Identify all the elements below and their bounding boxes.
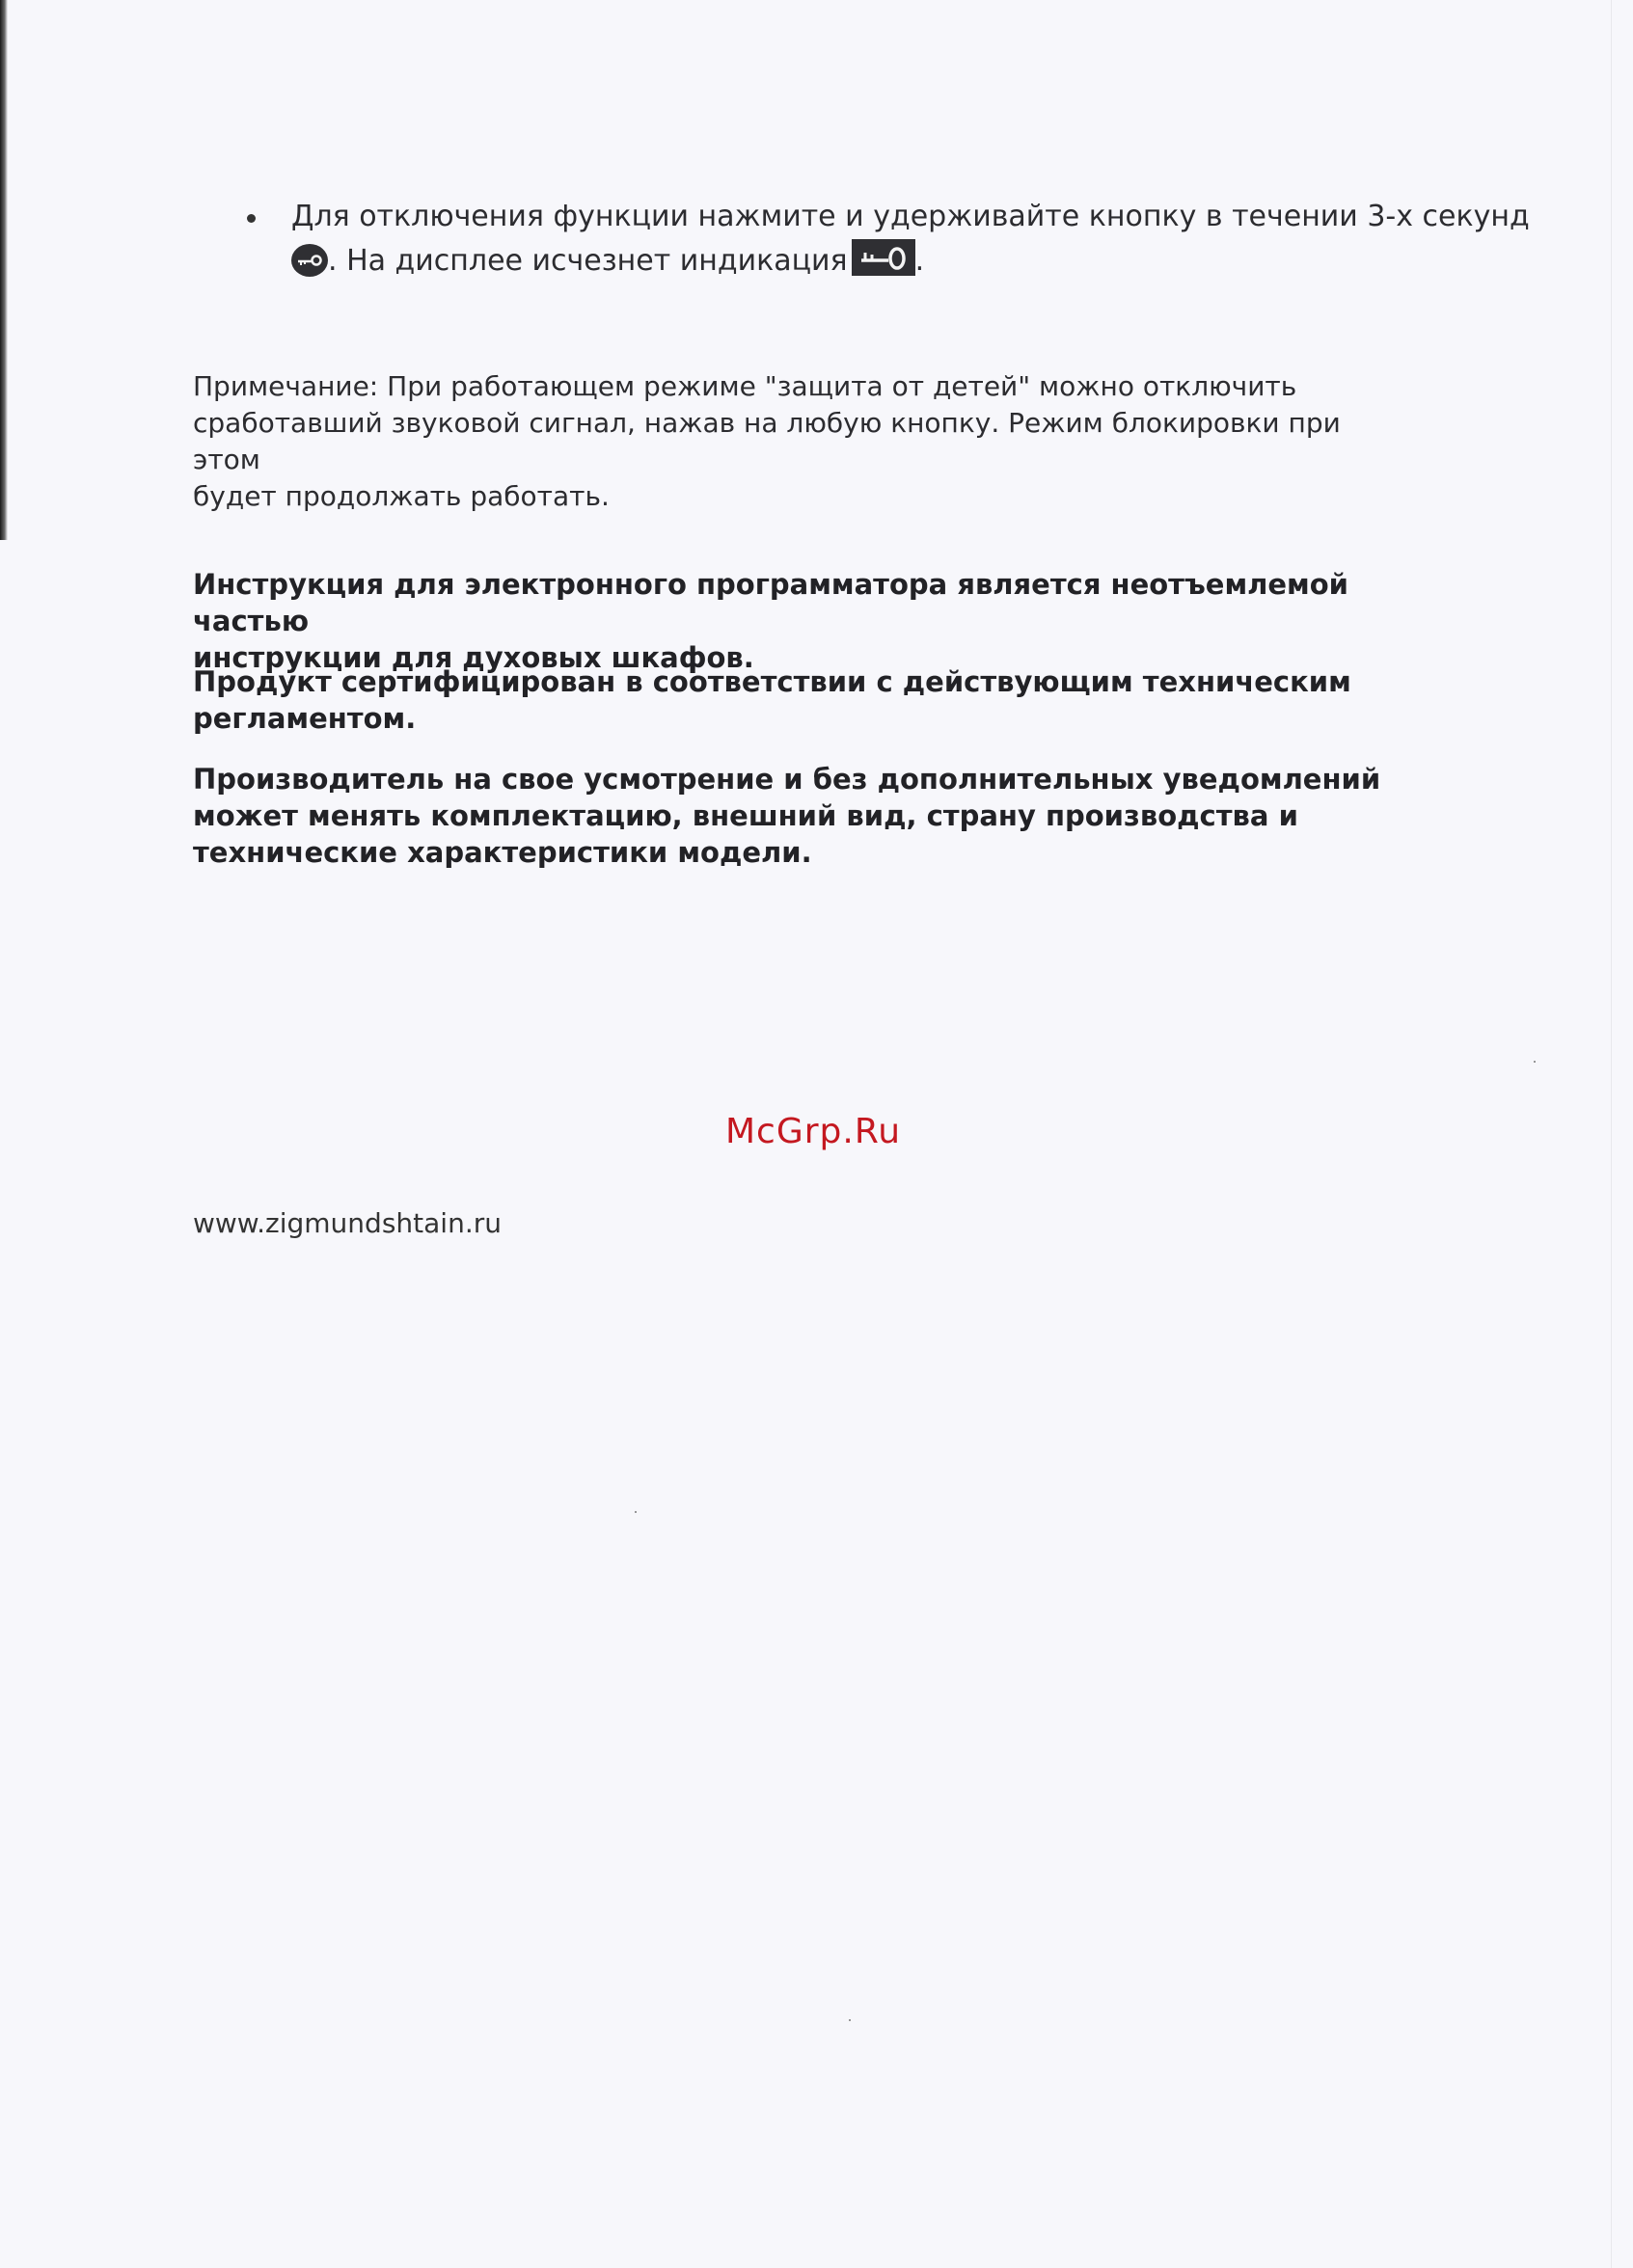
bullet-line-2 bbox=[291, 239, 1429, 284]
statement-2-line-1: Продукт сертифицирован в соответствии с действующим техническим bbox=[193, 665, 1351, 698]
statement-3-line-1: Производитель на свое усмотрение и без дополнительных уведомлений bbox=[193, 763, 1381, 796]
scan-speck bbox=[849, 2019, 851, 2021]
statement-manufacturer-rights bbox=[193, 761, 1447, 871]
note-paragraph bbox=[193, 368, 1379, 515]
statement-3-line-2: может менять комплектацию, внешний вид, страну производства и bbox=[193, 799, 1298, 832]
website-url: www.zigmundshtain.ru bbox=[193, 1207, 502, 1239]
key-round-button-icon bbox=[291, 244, 328, 277]
scan-page-edge bbox=[0, 0, 8, 540]
scan-speck bbox=[1534, 1061, 1536, 1063]
watermark: McGrp.Ru bbox=[725, 1112, 902, 1151]
scan-speck bbox=[635, 1511, 637, 1513]
scan-fold-line bbox=[1611, 0, 1612, 2268]
note-line-2: сработавший звуковой сигнал, нажав на любую кнопку. Режим блокировки при этом bbox=[193, 407, 1341, 475]
bullet-dot bbox=[247, 214, 256, 223]
statement-instruction-part bbox=[193, 566, 1447, 676]
statement-1-line-1: Инструкция для электронного программатора является неотъемлемой частью bbox=[193, 568, 1349, 637]
bullet-line-1: Для отключения функции нажмите и удерживайте кнопку в течении 3-х секунд bbox=[291, 200, 1530, 233]
statement-2-line-2: регламентом. bbox=[193, 702, 417, 735]
note-line-1: Примечание: При работающем режиме "защита от детей" можно отключить bbox=[193, 370, 1297, 402]
bullet-line-2-text: . На дисплее исчезнет индикация bbox=[328, 244, 848, 278]
statement-certification bbox=[193, 663, 1447, 737]
note-line-3: будет продолжать работать. bbox=[193, 480, 610, 512]
statement-1-line-2: инструкции для духовых шкафов. bbox=[193, 641, 754, 674]
statement-3-line-3: технические характеристики модели. bbox=[193, 836, 812, 869]
bullet-text bbox=[291, 195, 1530, 284]
key-lock-display-icon bbox=[852, 239, 915, 276]
bullet-line-2-period: . bbox=[914, 244, 925, 278]
